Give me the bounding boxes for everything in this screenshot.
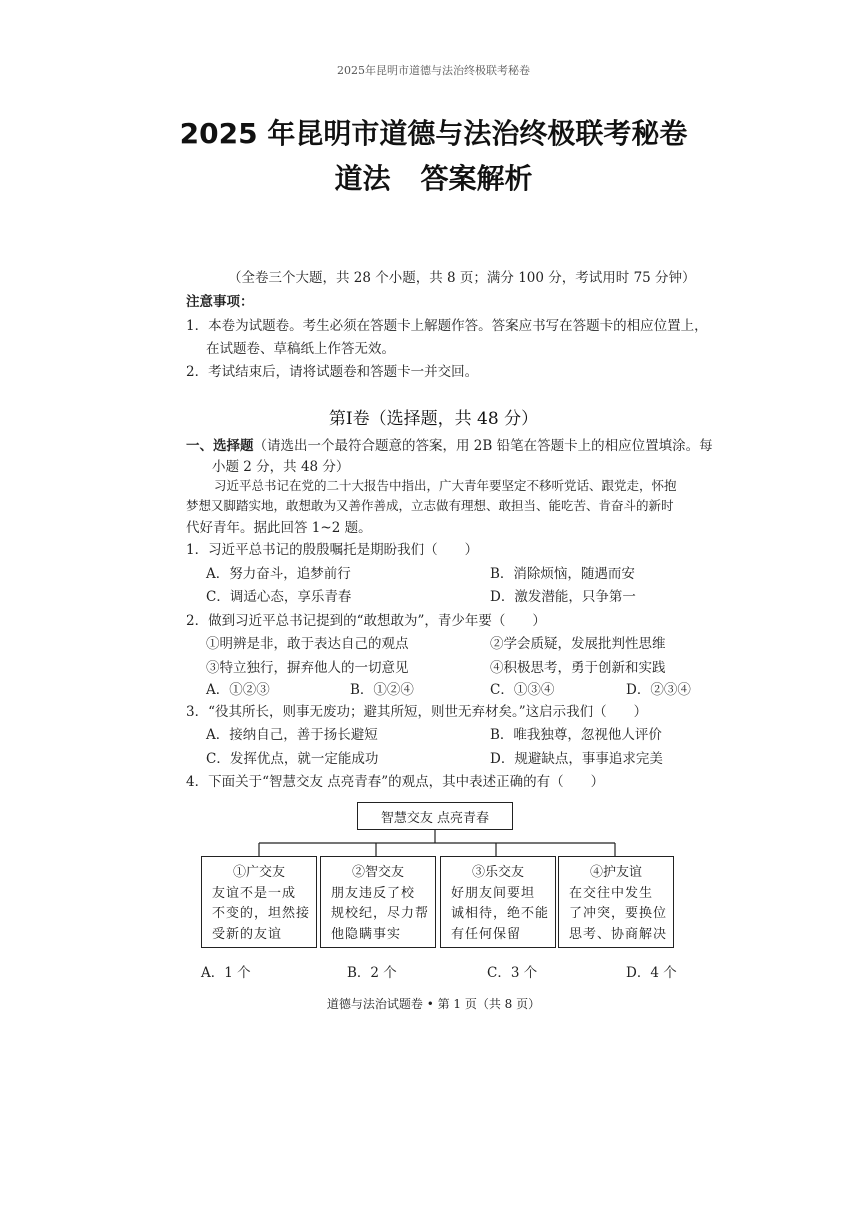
document-title: 2025 年昆明市道德与法治终极联考秘卷 — [179, 117, 688, 150]
notice-item-2: 2．考试结束后，请将试题卷和答题卡一并交回。 — [186, 364, 479, 380]
material-line-2: 梦想又脚踏实地，敢想敢为又善作善成，立志做有理想、敢担当、能吃苦、肯奋斗的新时 — [186, 498, 674, 513]
question-1-option-d: D．激发潜能，只争第一 — [490, 589, 636, 605]
notice-item-1: 1．本卷为试题卷。考生必须在答题卡上解题作答。答案应书写在答题卡的相应位置上， — [186, 318, 708, 334]
question-2-option-b: B．①②④ — [350, 682, 414, 698]
diagram-root-box: 智慧交友 点亮青春 — [357, 802, 513, 830]
question-2-statement-4: ④积极思考，勇于创新和实践 — [490, 660, 666, 676]
question-3-stem: 3．“役其所长，则事无废功；避其所短，则世无弃材矣。”这启示我们（ ） — [186, 704, 648, 720]
material-line-1: 习近平总书记在党的二十大报告中指出，广大青年要坚定不移听党话、跟党走，怀抱 — [214, 478, 677, 493]
question-1-stem: 1．习近平总书记的殷殷嘱托是期盼我们（ ） — [186, 542, 479, 558]
part1-heading: 一、选择题 — [186, 438, 254, 454]
question-3-option-b: B．唯我独尊，忽视他人评价 — [490, 727, 662, 743]
question-1-option-a: A．努力奋斗，追梦前行 — [206, 566, 351, 582]
question-2-statement-3: ③特立独行，摒弃他人的一切意见 — [206, 660, 409, 676]
diagram-box-3-head: ③乐交友 — [471, 865, 524, 880]
question-2-option-c: C．①③④ — [490, 682, 555, 698]
diagram-box-4 — [558, 856, 674, 948]
diagram-box-1-line: 不变的，坦然接 — [212, 906, 311, 921]
question-2-stem: 2．做到习近平总书记提到的“敢想敢为”，青少年要（ ） — [186, 613, 546, 629]
diagram-box-2 — [320, 856, 436, 948]
diagram-box-2-line: 朋友违反了校 — [331, 885, 416, 901]
diagram-box-2-line: 他隐瞒事实 — [331, 926, 402, 942]
subtitle-subject: 道法 — [334, 162, 391, 195]
diagram-box-3-line: 好朋友间要坦 — [451, 885, 536, 901]
diagram-box-1 — [201, 856, 317, 948]
question-3-option-a: A．接纳自己，善于扬长避短 — [206, 727, 378, 743]
question-4-option-a: A．1 个 — [201, 965, 251, 981]
question-2-statement-2: ②学会质疑，发展批判性思维 — [490, 636, 666, 652]
diagram-box-4-line: 了冲突，要换位 — [569, 906, 668, 921]
question-1-option-c: C．调适心态，享乐青春 — [206, 589, 352, 605]
diagram-box-2-head: ②智交友 — [351, 865, 404, 880]
question-4-option-d: D．4 个 — [626, 965, 677, 981]
exam-info: （全卷三个大题，共 28 个小题，共 8 页；满分 100 分，考试用时 75 分钟） — [228, 270, 696, 286]
question-2-statement-1: ①明辨是非，敢于表达自己的观点 — [206, 636, 409, 652]
question-3-option-d: D．规避缺点，事事追求完美 — [490, 751, 663, 767]
part1-instruction-cont: 小题 2 分，共 48 分） — [212, 459, 350, 475]
diagram-box-2-line: 规校纪，尽力帮 — [331, 906, 430, 921]
question-2-option-d: D．②③④ — [626, 682, 691, 698]
question-2-option-a: A．①②③ — [206, 682, 270, 698]
diagram-box-3-line: 诚相待，绝不能 — [451, 906, 550, 921]
section-title: 第Ⅰ卷（选择题，共 48 分） — [328, 409, 539, 429]
question-4-option-b: B．2 个 — [347, 965, 397, 981]
page-footer: 道德与法治试题卷 • 第 1 页（共 8 页） — [326, 997, 541, 1011]
diagram-box-3-line: 有任何保留 — [451, 926, 522, 942]
diagram-box-3 — [440, 856, 556, 948]
diagram-box-4-line: 思考、协商解决 — [569, 926, 668, 942]
subtitle-answer: 答案解析 — [420, 162, 533, 195]
part1-instruction-text: （请选出一个最符合题意的答案，用 2B 铅笔在答题卡上的相应位置填涂。每 — [253, 438, 713, 454]
question-4-option-c: C．3 个 — [487, 965, 538, 981]
diagram-box-4-line: 在交往中发生 — [569, 885, 654, 901]
question-4-stem: 4．下面关于“智慧交友 点亮青春”的观点，其中表述正确的有（ ） — [186, 774, 605, 790]
notice-heading: 注意事项： — [186, 294, 254, 310]
diagram-box-4-head: ④护友谊 — [589, 865, 642, 880]
diagram-box-1-line: 受新的友谊 — [212, 926, 283, 942]
running-header: 2025年昆明市道德与法治终极联考秘卷 — [337, 64, 530, 77]
diagram-box-1-line: 友谊不是一成 — [212, 885, 297, 901]
question-3-option-c: C．发挥优点，就一定能成功 — [206, 751, 379, 767]
material-line-3: 代好青年。据此回答 1~2 题。 — [186, 520, 372, 536]
question-1-option-b: B．消除烦恼，随遇而安 — [490, 566, 635, 582]
notice-item-1-cont: 在试题卷、草稿纸上作答无效。 — [206, 341, 395, 357]
diagram-box-1-head: ①广交友 — [232, 865, 285, 880]
